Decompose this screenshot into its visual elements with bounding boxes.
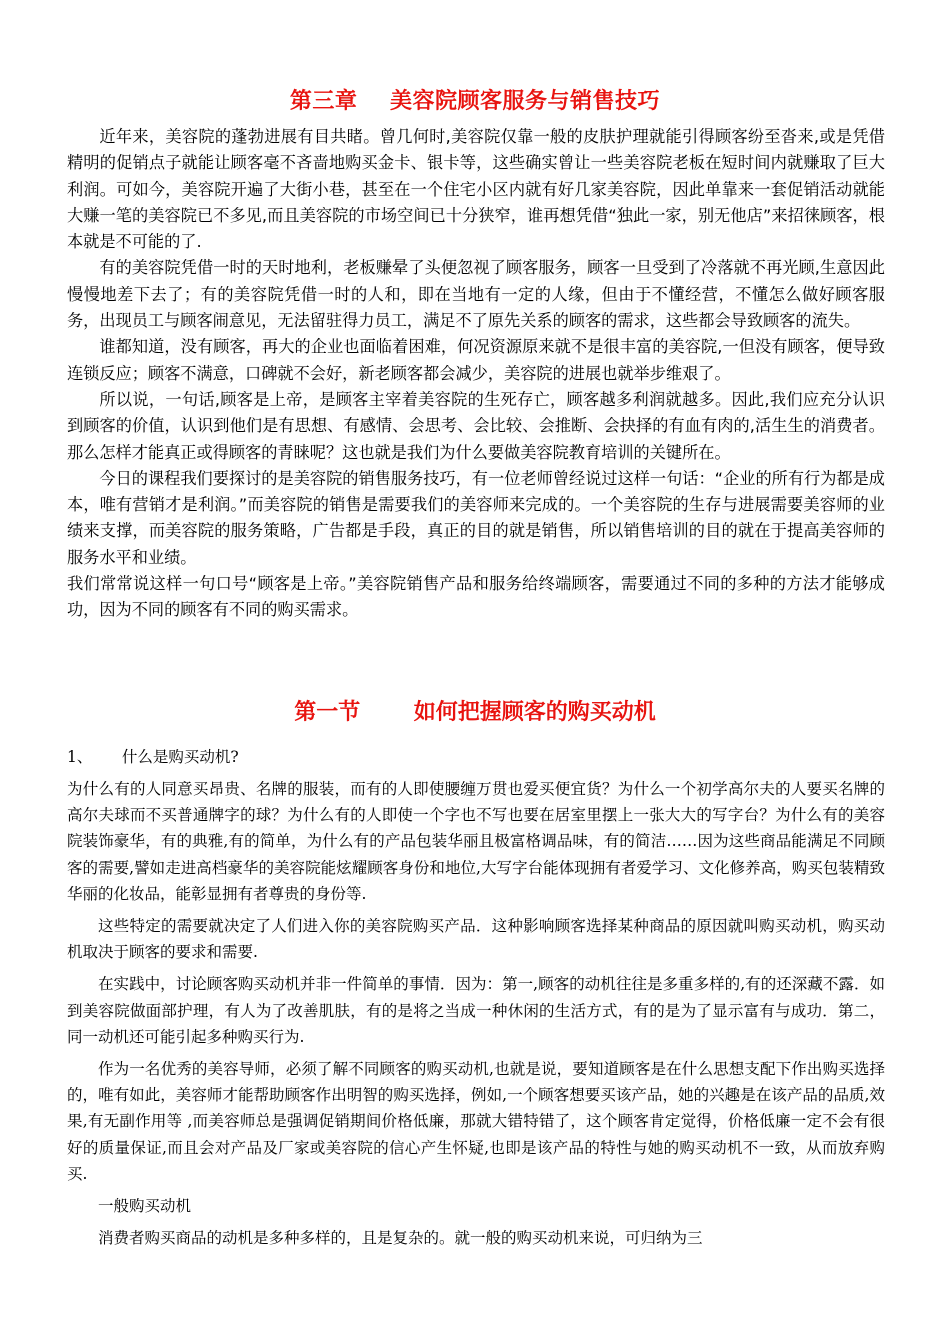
intro-paragraph: 我们常常说这样一句口号“顾客是上帝。”美容院销售产品和服务给终端顾客，需要通过不同的多种的方法才能够成功，因为不同的顾客有不同的购买需求。 [67,574,885,620]
section-title: 第一节 如何把握顾客的购买动机 [294,700,656,725]
body-paragraph: 作为一名优秀的美容导师，必须了解不同顾客的购买动机,也就是说，要知道顾客是在什么思想支配下作出购买选择的，唯有如此，美容师才能帮助顾客作出明智的购买选择，例如,一个顾客想要买该产品，她的兴趣是在该产品的品质,效果,有无副作用等 ,而美容师总是强调促销期间价格低廉，那就大错特错了，这个顾客肯定觉得，价格低廉一定不会有很好的质量保证,而且会对产品及厂家或美容院的信心产生怀疑,也即是该产品的特性与她的购买动机不一致，从而放弃购买. [67,1060,885,1183]
body-paragraph: 在实践中，讨论顾客购买动机并非一件简单的事情．因为：第一,顾客的动机往往是多重多样的,有的还深藏不露．如到美容院做面部护理，有人为了改善肌肤，有的是将之当成一种休闲的生活方式，有的是为了显示富有与成功．第二，同一动机还可能引起多种购买行为. [67,975,885,1046]
body-paragraph: 这些特定的需要就决定了人们进入你的美容院购买产品．这种影响顾客选择某种商品的原因就叫购买动机，购买动机取决于顾客的要求和需要. [67,917,885,962]
intro-paragraph: 所以说，一句话,顾客是上帝，是顾客主宰着美容院的生死存亡，顾客越多利润就越多。因此,我们应充分认识到顾客的价值，认识到他们是有思想、有感情、会思考、会比较、会推断、会抉择的有血有肉的,活生生的消费者。那么怎样才能真正或得顾客的青睐呢？这也就是我们为什么要做美容院教育培训的关键所在。 [67,389,885,462]
intro-paragraph: 近年来，美容院的蓬勃进展有目共睹。曾几何时,美容院仅靠一般的皮肤护理就能引得顾客纷至沓来,或是凭借精明的促销点子就能让顾客毫不吝啬地购买金卡、银卡等，这些确实曾让一些美容院老板在短时间内就赚取了巨大利润。可如今，美容院开遍了大街小巷，甚至在一个住宅小区内就有好几家美容院，因此单靠来一套促销活动就能大赚一笔的美容院已不多见,而且美容院的市场空间已十分狭窄，谁再想凭借“独此一家，别无他店”来招徕顾客，根本就是不可能的了. [67,127,885,252]
intro-text [67,124,885,624]
body-paragraph: 为什么有的人同意买昂贵、名牌的服装，而有的人即使腰缠万贯也爱买便宜货？为什么一个初学高尔夫的人要买名牌的高尔夫球而不买普通牌字的球？为什么有的人即使一个字也不写也要在居室里摆上一张大大的写字台？为什么有的美容院装饰豪华，有的典雅,有的简单，为什么有的产品包装华丽且极富格调品味，有的简洁……因为这些商品能满足不同顾客的需要,譬如走进高档豪华的美容院能炫耀顾客身份和地位,大写字台能体现拥有者爱学习、文化修养高，购买包装精致华丽的化妆品，能彰显拥有者尊贵的身份等. [67,780,885,903]
intro-paragraph: 谁都知道，没有顾客，再大的企业也面临着困难，何况资源原来就不是很丰富的美容院,一但没有顾客，便导致连锁反应；顾客不满意，口碑就不会好，新老顾客都会减少，美容院的进展也就举步维艰了。 [67,337,885,383]
body-paragraph: 消费者购买商品的动机是多种多样的，且是复杂的。就一般的购买动机来说，可归纳为三 [98,1229,703,1248]
intro-paragraph: 今日的课程我们要探讨的是美容院的销售服务技巧，有一位老师曾经说过这样一句话：“企业的所有行为都是成本，唯有营销才是利润。”而美容院的销售是需要我们的美容师来完成的。一个美容院的生存与进展需要美容师的业绩来支撑，而美容院的服务策略，广告都是手段，真正的目的就是销售，所以销售培训的目的就在于提高美容师的服务水平和业绩。 [67,468,885,567]
section-body [67,744,885,1251]
subsection-heading: 1、 什么是购买动机? [67,748,239,766]
chapter-title: 第三章 美容院顾客服务与销售技巧 [289,89,661,114]
intro-paragraph: 有的美容院凭借一时的天时地利，老板赚晕了头便忽视了顾客服务，顾客一旦受到了冷落就不再光顾,生意因此慢慢地差下去了；有的美容院凭借一时的人和，即在当地有一定的人缘，但由于不懂经营，不懂怎么做好顾客服务，出现员工与顾客闹意见，无法留驻得力员工，满足不了原先关系的顾客的需求，这些都会导致顾客的流失。 [67,258,885,331]
body-subheading: 一般购买动机 [98,1197,192,1216]
